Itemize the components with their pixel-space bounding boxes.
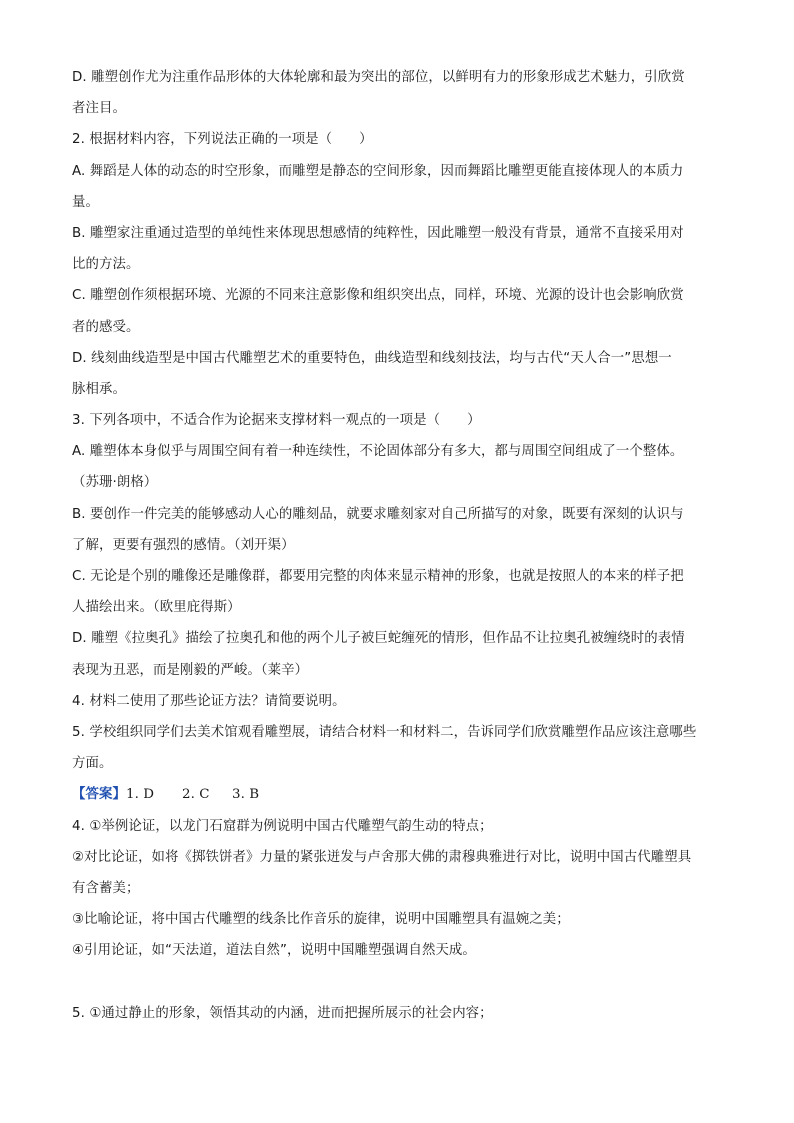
q3-stem: 3. 下列各项中，不适合作为论据来支撑材料一观点的一项是（ ） <box>72 413 481 429</box>
explanation-5-line-1: 5. ①通过静止的形象，领悟其动的内涵，进而把握所展示的社会内容； <box>72 1005 493 1021</box>
q2-option-a-line-2: 量。 <box>72 194 99 210</box>
q2-stem: 2. 根据材料内容，下列说法正确的一项是（ ） <box>72 132 373 148</box>
q2-option-b-line-2: 比的方法。 <box>72 257 140 273</box>
q2-option-a-line-1: A. 舞蹈是人体的动态的时空形象，而雕塑是静态的空间形象，因而舞蹈比雕塑更能直接体现人的本质力 <box>72 163 684 179</box>
q2-option-c-line-2: 者的感受。 <box>72 319 140 335</box>
explanation-4-line-5: ④引用论证，如“天法道，道法自然”，说明中国雕塑强调自然天成。 <box>72 943 476 959</box>
answer-item: 3. B <box>231 787 260 803</box>
q3-option-c-line-1: C. 无论是个别的雕像还是雕像群，都要用完整的肉体来显示精神的形象，也就是按照人的本来的样子把 <box>72 569 684 584</box>
q5-stem-line-2: 方面。 <box>72 756 113 772</box>
q2-option-d-line-1: D. 线刻曲线造型是中国古代雕塑艺术的重要特色，曲线造型和线刻技法，均与古代“天人合一”思想一 <box>72 350 672 366</box>
q2-option-b-line-1: B. 雕塑家注重通过造型的单纯性来体现思想感情的纯粹性，因此雕塑一般没有背景，通常不直接采用对 <box>72 225 684 241</box>
explanation-4-line-4: ③比喻论证，将中国古代雕塑的线条比作音乐的旋律，说明中国雕塑具有温婉之美； <box>72 912 570 928</box>
explanation-4-line-3: 有含蓄美； <box>72 880 140 896</box>
document-page <box>72 62 724 1029</box>
q3-option-d-line-2: 表现为丑恶，而是刚毅的严峻。（莱辛） <box>72 662 309 678</box>
answer-item: 1. D <box>125 787 155 803</box>
q3-option-a-line-1: A. 雕塑体本身似乎与周围空间有着一种连续性，不论固体部分有多大，都与周围空间组成了一个整体。 <box>72 444 684 460</box>
q1-option-d-line-2: 者注目。 <box>72 101 126 117</box>
blank-spacer <box>72 966 724 997</box>
q3-option-d-line-1: D. 雕塑《拉奥孔》描绘了拉奥孔和他的两个儿子被巨蛇缠死的情形，但作品不让拉奥孔被缠绕时的表情 <box>72 631 685 647</box>
answer-key-row <box>72 779 724 810</box>
q1-option-d-line-1: D. 雕塑创作尤为注重作品形体的大体轮廓和最为突出的部位，以鲜明有力的形象形成艺术魅力，引欣赏 <box>72 70 685 85</box>
q3-option-c-line-2: 人描绘出来。（欧里庇得斯） <box>72 600 241 616</box>
q2-option-d-line-2: 脉相承。 <box>72 381 126 397</box>
q3-option-b-line-1: B. 要创作一件完美的能够感动人心的雕刻品，就要求雕刻家对自己所描写的对象，既要有深刻的认识与 <box>72 506 684 522</box>
answer-tag: 【答案】 <box>72 786 126 803</box>
explanation-4-line-1: 4. ①举例论证，以龙门石窟群为例说明中国古代雕塑气韵生动的特点； <box>72 818 493 834</box>
q2-option-c-line-1: C. 雕塑创作须根据环境、光源的不同来注意影像和组织突出点，同样，环境、光源的设计也会影响欣赏 <box>72 288 684 304</box>
q5-stem-line-1: 5. 学校组织同学们去美术馆观看雕塑展，请结合材料一和材料二，告诉同学们欣赏雕塑作品应该注意哪些 <box>72 724 697 740</box>
answer-item: 2. C <box>181 787 210 803</box>
explanation-4-line-2: ②对比论证，如将《掷铁饼者》力量的紧张迸发与卢舍那大佛的肃穆典雅进行对比，说明中国古代雕塑具 <box>72 849 692 865</box>
q3-option-a-line-2: （苏珊·朗格） <box>72 475 158 491</box>
q4-stem: 4. 材料二使用了那些论证方法？请简要说明。 <box>72 693 346 709</box>
q3-option-b-line-2: 了解，更要有强烈的感情。（刘开渠） <box>72 537 295 553</box>
